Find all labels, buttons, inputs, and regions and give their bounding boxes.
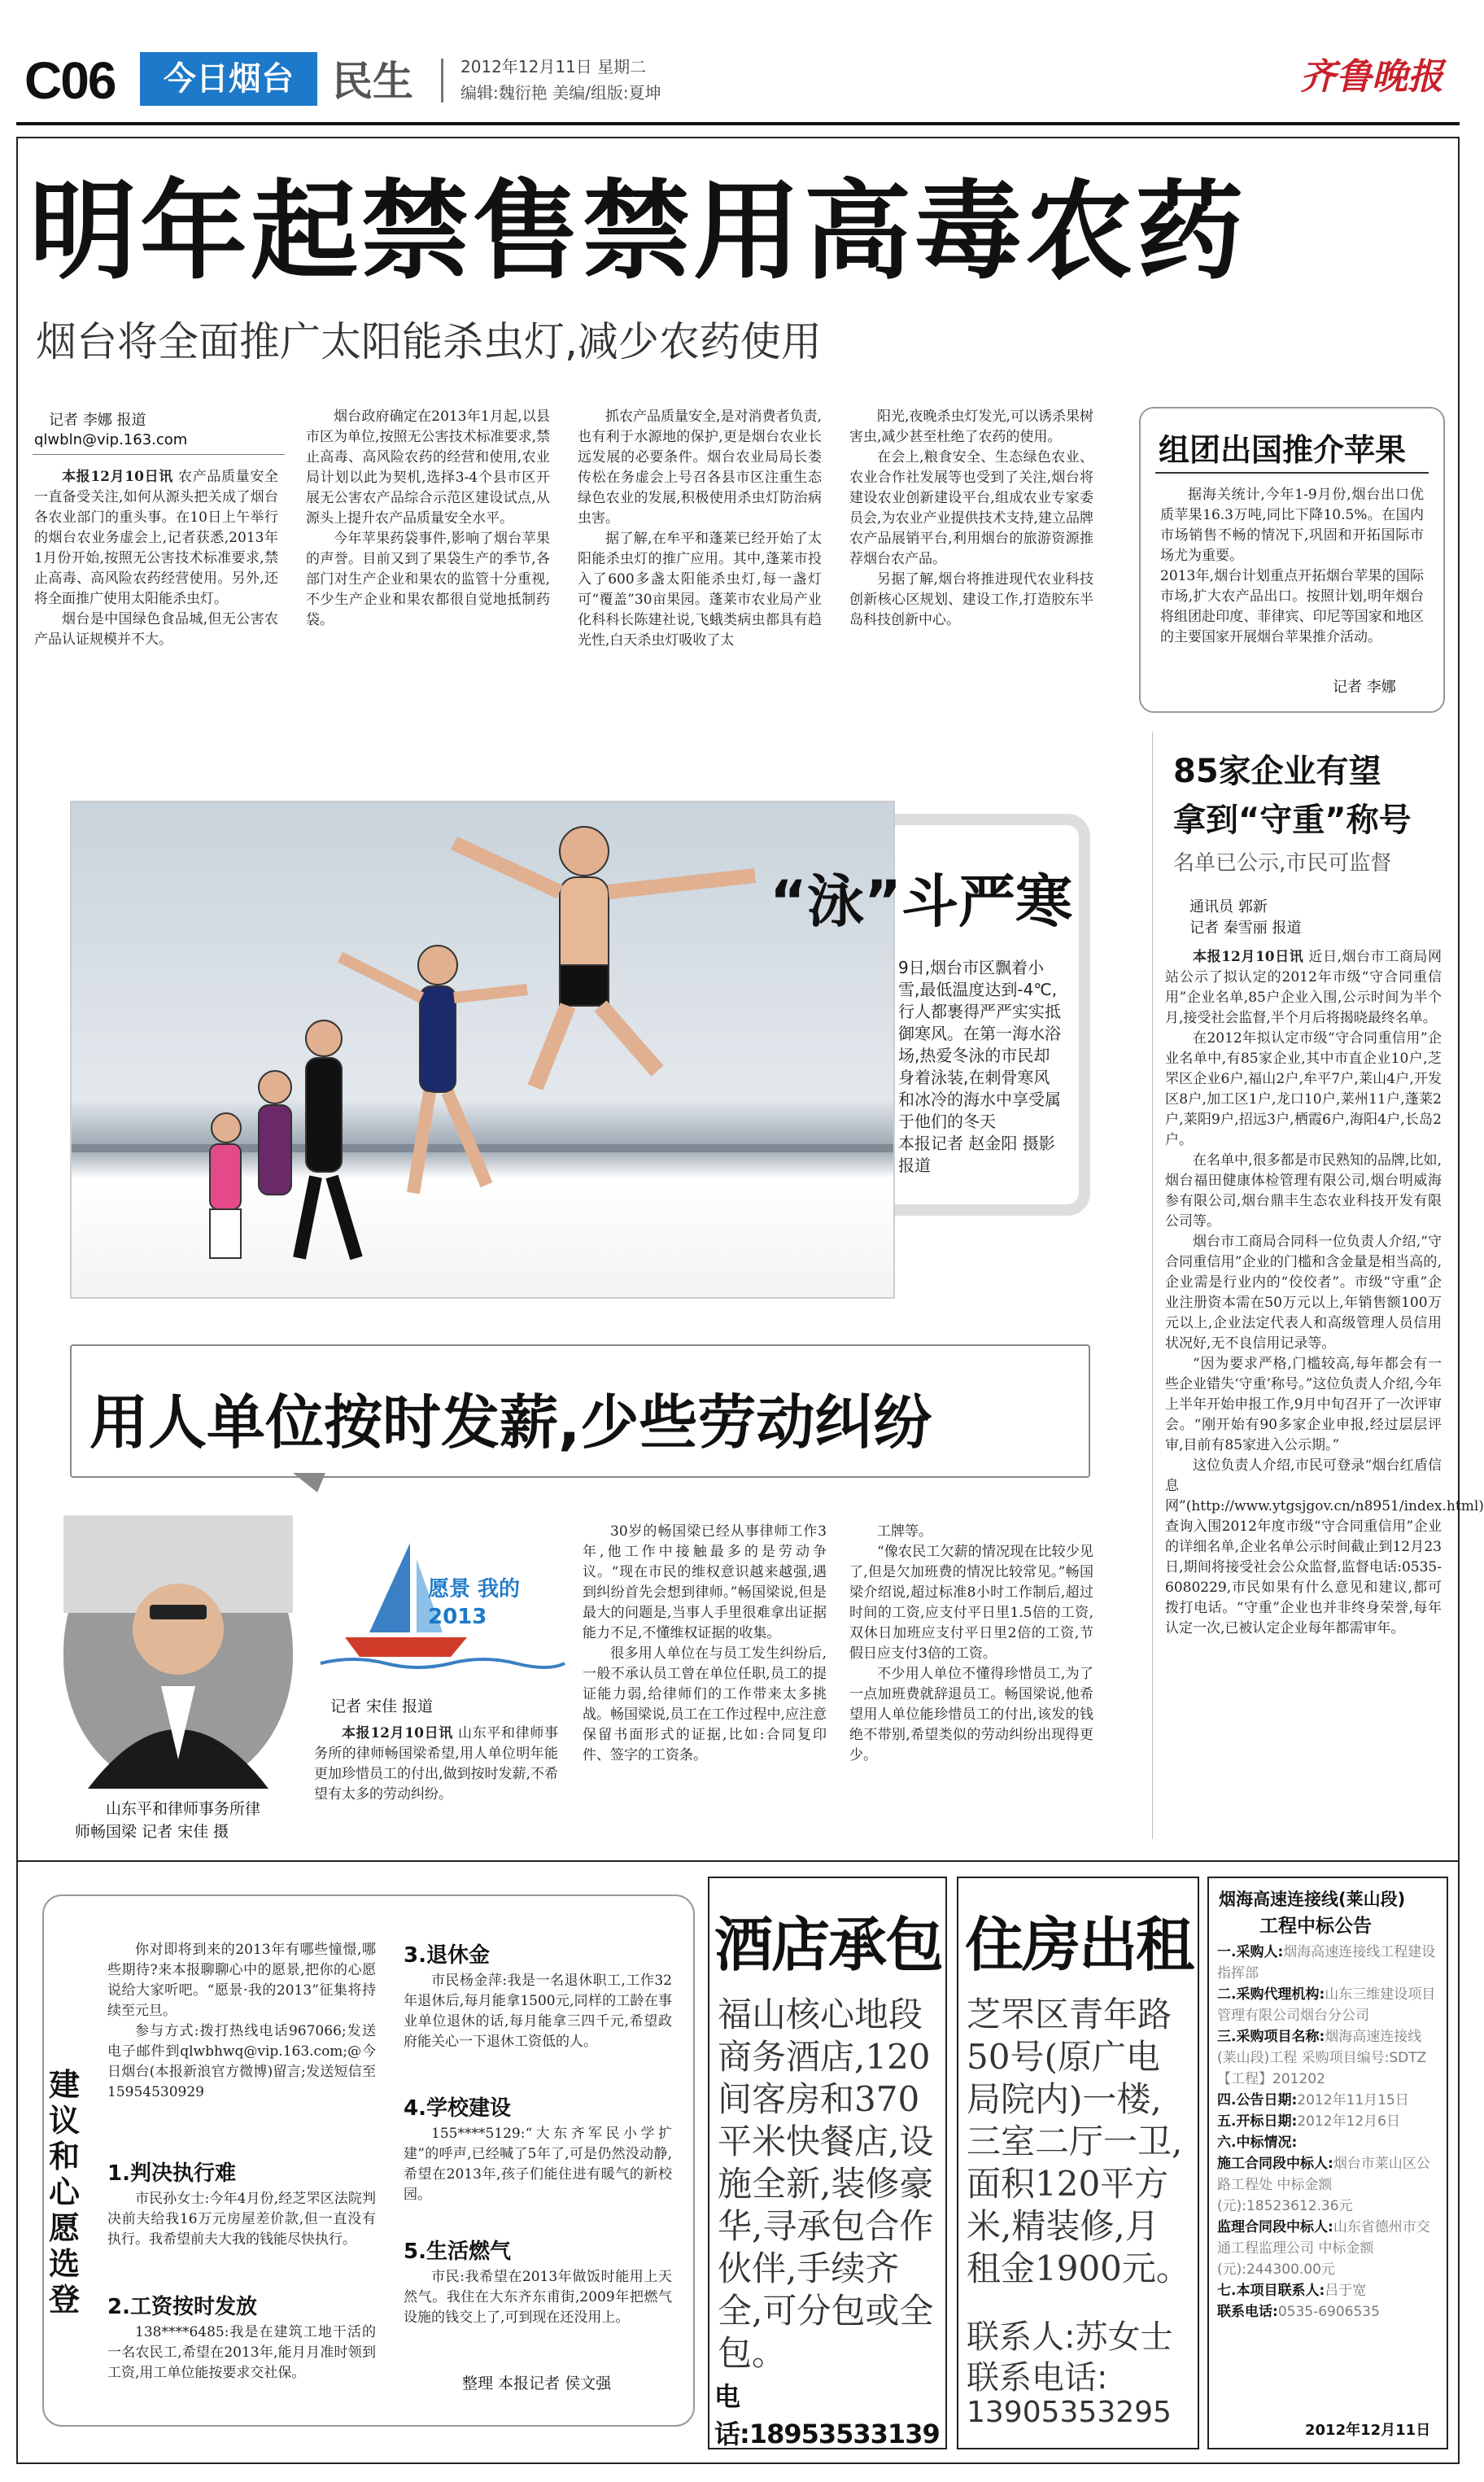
ad-rent-contact: 联系人:苏女士 [967, 2318, 1173, 2356]
page-code: C06 [24, 51, 116, 110]
ad-rent [957, 1877, 1199, 2449]
wage-headline: 用人单位按时发薪,少些劳动纠纷 [89, 1388, 932, 1457]
enterprise-byline-1: 通讯员 郭新 [1189, 898, 1268, 915]
section-tag: 今日烟台 [140, 52, 317, 106]
suggestion-item-2-body: 138****6485:我是在建筑工地干活的一名农民工,希望在2013年,能月月准时领到工资,用工单位能按要求交社保。 [107, 2324, 376, 2381]
suggestions-intro: 你对即将到来的2013年有哪些憧憬,哪些期待?来本报聊聊心中的愿景,把你的心愿说给大家听吧。“愿景·我的2013”征集将持续至元旦。 参与方式:拨打热线电话967066;发送电子邮件到qlwbhwq@vip.163.com;@今日烟台(本报新浪官方微博)留言;发送短信至15954530929 [107, 1942, 376, 2100]
wage-col-c: 工牌等。 “像农民工欠薪的情况现在比较少见了,但是欠加班费的情况比较常见。”畅国梁介绍说,超过标准8小时工作制后,超过时间的工资,应支付平日里1.5倍的工资,双休日加班应支付平日里2倍的工资,节假日应支付3倍的工资。 不少用人单位不懂得珍惜员工,为了一点加班费就辞退员工。畅国梁说,他希望用人单位能珍惜员工的付出,该发的钱绝不带别,希望类似的劳动纠纷出现得更少。 [849, 1523, 1093, 1763]
lead-column-1: 本报12月10日讯 农产品质量安全一直备受关注,如何从源头把关成了烟台各农业部门的重头事。在10日上午举行的烟台农业务虚会上,记者获悉,2013年1月份开始,按照无公害技术标准要求,禁止高毒、高风险农药经营使用。另外,还将全面推广使用太阳能杀虫灯。 烟台是中国绿色食品城,但无公害农产品认证规模并不大。 [34, 469, 279, 648]
suggestion-item-5-title: 5.生活燃气 [404, 2239, 511, 2264]
section-name: 民生 [332, 58, 413, 105]
suggestion-item-5-body: 市民:我希望在2013年做饭时能用上天然气。我住在大东齐东甫街,2009年把燃气设施的钱交上了,可到现在还没用上。 [404, 2269, 672, 2326]
ad-hotel-body: 福山核心地段商务酒店,120间客房和370平米快餐店,设施全新,装修豪华,寻承包合作伙伴,手续齐全,可分包或全包。 [718, 1995, 934, 2373]
suggestion-item-3-title: 3.退休金 [404, 1943, 490, 1968]
wage-byline: 记者 宋佳 报道 [330, 1698, 434, 1715]
ad-hotel [708, 1877, 947, 2449]
lawyer-caption-1: 山东平和律师事务所律 [106, 1800, 261, 1818]
date-line: 2012年12月11日 星期二 [460, 57, 647, 76]
ad-rent-phone-label: 联系电话: [967, 2359, 1108, 2397]
suggestion-item-2-title: 2.工资按时发放 [107, 2295, 257, 2319]
suggestions-side-title: 建议和心愿选登 [49, 2067, 81, 2318]
bid-date: 2012年12月11日 [1305, 2422, 1431, 2439]
editor-line: 编辑:魏衍艳 美编/组版:夏坤 [460, 83, 661, 103]
enterprise-lead-tag: 本报12月10日讯 [1193, 949, 1304, 965]
bid-item: 三.采购项目名称:烟海高速连接线(莱山段)工程 采购项目编号:SDTZ【工程】201202 [1217, 2029, 1427, 2087]
bid-item: 六.中标情况: [1217, 2135, 1298, 2151]
ad-rent-phone: 13905353295 [967, 2396, 1172, 2429]
lead-column-2: 烟台政府确定在2013年1月起,以县市区为单位,按照无公害技术标准要求,禁止高毒、高风险农药的经营和使用,农业局计划以此为契机,选择3-4个县市区开展无公害农产品综合示范区建设试点,从源头上提升农产品质量安全水平。 今年苹果药袋事件,影响了烟台苹果的声誉。目前又到了果袋生产的季节,各部门对生产企业和果农的监管十分重视,不少生产企业和果农都很自觉地抵制药袋。 [306, 409, 550, 628]
bid-title-2: 工程中标公告 [1259, 1916, 1372, 1937]
lead-column-4: 阳光,夜晚杀虫灯发光,可以诱杀果树害虫,减少甚至杜绝了农药的使用。 在会上,粮食安全、生态绿色农业、农业合作社发展等也受到了关注,烟台将建设农业创新建设平台,组成农业专家委员会,为农业产业提供技术支持,建立品牌农产品展销平台,利用烟台的旅游资源推荐烟台农产品。 另据了解,烟台将推进现代农业科技创新核心区规划、建设工作,打造胶东半岛科技创新中心。 [849, 409, 1093, 628]
ad-hotel-title: 酒店承包 [714, 1911, 943, 1979]
suggestion-item-4 [404, 2093, 672, 2205]
suggestion-item-5 [404, 2236, 672, 2328]
lead-headline: 明年起禁售禁用高毒农药 [29, 169, 1246, 295]
suggestion-item-3 [404, 1940, 672, 2052]
suggestion-item-4-title: 4.学校建设 [404, 2096, 511, 2121]
enterprise-body: 本报12月10日讯 近日,烟台市工商局网站公示了拟认定的2012年市级“守合同重信用”企业名单,85户企业入围,公示时间为半个月,接受社会监督,半个月后将揭晓最终名单。 在2012年拟认定市级“守合同重信用”企业名单中,有85家企业,其中市直企业10户,芝罘区企业6户,福山2户,牟平7户,莱山4户,开发区8户,加工区1户,龙口10户,莱州11户,蓬莱2户,莱阳9户,招远3户,栖霞6户,海阳4户,长岛2户。 在名单中,很多都是市民熟知的品牌,比如,烟台福田健康体检管理有限公司,烟台明威海参有限公司,烟台鼎丰生态农业科技开发有限公司等。 烟台市工商局合同科一位负责人介绍,“守合同重信用”企业的门槛和含金量是相当高的,企业需是行业内的“佼佼者”。市级“守重”企业注册资本需在50万元以上,年销售额100万元以上,企业法定代表人和高级管理人员信用状况好,无不良信用记录等。 “因为要求严格,门槛较高,每年都会有一些企业错失‘守重’称号。”这位负责人介绍,今年上半年开始申报工作,9月中旬召开了一次评审会。“刚开始有90多家企业申报,经过层层评审,目前有85家进入公示期。” 这位负责人介绍,市民可登录“烟台红盾信息网”(http://www.ytgsjgov.cn/n8951/index.html)查询入围2012年度市级“守合同重信用”企业的详细名单,企业名单公示时间截止到12月23日,期间将接受社会公众监督,监督电话:0535-6080229,市民如果有什么意见和建议,都可拨打电话。“守重”企业也并非终身荣誉,每年认定一次,已被认定企业每年都需审年。 [1165, 949, 1484, 1636]
bid-item: 五.开标日期:2012年12月6日 [1217, 2113, 1400, 2130]
bid-item: 监理合同段中标人:山东省德州市交通工程监理公司 中标金额(元):244300.00元 [1217, 2219, 1430, 2278]
bid-item: 联系电话:0535-6906535 [1217, 2304, 1380, 2320]
lawyer-caption-2: 师畅国梁 记者 宋佳 摄 [75, 1823, 229, 1841]
suggestion-item-1 [107, 2158, 376, 2250]
suggestion-item-1-title: 1.判决执行难 [107, 2161, 236, 2186]
bid-notice [1207, 1877, 1448, 2449]
wage-col-b: 30岁的畅国梁已经从事律师工作3年,他工作中接触最多的是劳动争议。“现在市民的维权意识越来越强,遇到纠纷首先会想到律师。”畅国梁说,但是最大的问题是,当事人手里很难拿出证据能力不足,不懂维权证据的收集。 很多用人单位在与员工发生纠纷后,一般不承认员工曾在单位任职,员工的提证能力弱,给律师们的工作带来太多挑战。畅国梁说,员工在工作过程中,应注意保留书面形式的证据,比如:合同复印件、签字的工资条。 [583, 1523, 827, 1763]
apple-box-body: 据海关统计,今年1-9月份,烟台出口优质苹果16.3万吨,同比下降10.5%。在国内市场销售不畅的情况下,巩固和开拓国际市场尤为重要。 2013年,烟台计划重点开拓烟台苹果的国际市场,扩大农产品出口。按照计划,明年烟台将组团赴印度、菲律宾、印尼等国家和地区的主要国家开展烟台苹果推介活动。 [1160, 487, 1424, 645]
ad-rent-title: 住房出租 [965, 1911, 1194, 1979]
vision-logo-text: 愿景 我的2013 [428, 1577, 521, 1629]
lead-email: qlwbln@vip.163.com [34, 431, 188, 448]
masthead: 齐鲁晚报 [1300, 56, 1443, 98]
bid-item: 七.本项目联系人:吕于宽 [1217, 2283, 1367, 2299]
header-divider [441, 59, 443, 103]
suggestion-item-4-body: 155****5129:“大东齐军民小学扩建”的呼声,已经喊了5年了,可是仍然没动静,希望在2013年,孩子们能住进有暖气的新校园。 [404, 2126, 672, 2203]
suggestion-item-3-body: 市民杨金萍:我是一名退休职工,工作32年退休后,每月能拿1500元,同样的工龄在事业单位退休的话,每月能拿三四千元,希望政府能关心一下退休工资低的人。 [404, 1973, 672, 2050]
swim-title: “泳”斗严寒 [770, 868, 1073, 935]
suggestion-item-1-body: 市民孙女士:今年4月份,经芝罘区法院判决前夫给我16万元房屋差价款,但一直没有执行。我希望前夫大我的钱能尽快执行。 [107, 2191, 376, 2248]
lead-subhead: 烟台将全面推广太阳能杀虫灯,减少农药使用 [36, 318, 822, 365]
bottom-section-rule [16, 1860, 1460, 1862]
wage-col-a: 本报12月10日讯 山东平和律师事务所的律师畅国梁希望,用人单位明年能更加珍惜员工的付出,做到按时发薪,不希望有太多的劳动纠纷。 [314, 1725, 559, 1803]
apple-box-title: 组团出国推介苹果 [1159, 432, 1407, 468]
suggestion-item-2 [107, 2292, 376, 2384]
wage-lead-tag: 本报12月10日讯 [342, 1725, 453, 1741]
enterprise-subtitle: 名单已公示,市民可监督 [1173, 851, 1392, 876]
ad-rent-body: 芝罘区青年路50号(原广电局院内)一楼,三室二厅一卫,面积120平方米,精装修,月租金1900元。 [967, 1995, 1190, 2288]
swim-byline: 本报记者 赵金阳 摄影报道 [898, 1134, 1055, 1175]
bid-title-1: 烟海高速连接线(莱山段) [1219, 1890, 1406, 1909]
lead-byline: 记者 李娜 报道 [49, 412, 146, 429]
bid-item: 一.采购人:烟海高速连接线工程建设指挥部 [1217, 1944, 1436, 1982]
bid-items [1217, 1942, 1438, 2323]
enterprise-title-1: 85家企业有望 [1173, 753, 1381, 790]
suggestions-byline: 整理 本报记者 侯文强 [462, 2375, 612, 2392]
lead-tag: 本报12月10日讯 [62, 469, 173, 485]
apple-box-byline: 记者 李娜 [1333, 679, 1396, 696]
ad-hotel-phone: 电话:18953533139 [714, 2381, 940, 2449]
bid-item: 四.公告日期:2012年11月15日 [1217, 2092, 1409, 2108]
lead-column-3: 抓农产品质量安全,是对消费者负责,也有利于水源地的保护,更是烟台农业长远发展的必要条件。烟台农业局局长娄传松在务虚会上号召各县市区注重生态绿色农业的发展,积极使用杀虫灯防治病虫害。 据了解,在牟平和蓬莱已经开始了太阳能杀虫灯的推广应用。其中,蓬莱市投入了600多盏太阳能杀虫灯,每一盏灯可“覆盖”30亩果园。蓬莱市农业局产业化科科长陈建社说,飞蛾类病虫都具有趋光性,白天杀虫灯吸收了太 [578, 409, 822, 649]
header-rule [16, 122, 1460, 125]
swim-caption: 9日,烟台市区飘着小雪,最低温度达到-4℃,行人都裹得严严实实抵御寒风。在第一海水浴场,热爱冬泳的市民却身着泳装,在刺骨寒风和冰冷的海水中享受属于他们的冬天 本报记者 赵金阳 摄影报道 [898, 958, 1061, 1175]
bid-item: 施工合同段中标人:烟台市莱山区公路工程处 中标金额(元):18523612.36元 [1217, 2156, 1430, 2214]
enterprise-byline-2: 记者 秦雪丽 报道 [1189, 920, 1302, 937]
bid-item: 二.采购代理机构:山东三维建设项目管理有限公司烟台分公司 [1217, 1986, 1436, 2024]
enterprise-title-2: 拿到“守重”称号 [1173, 802, 1412, 839]
